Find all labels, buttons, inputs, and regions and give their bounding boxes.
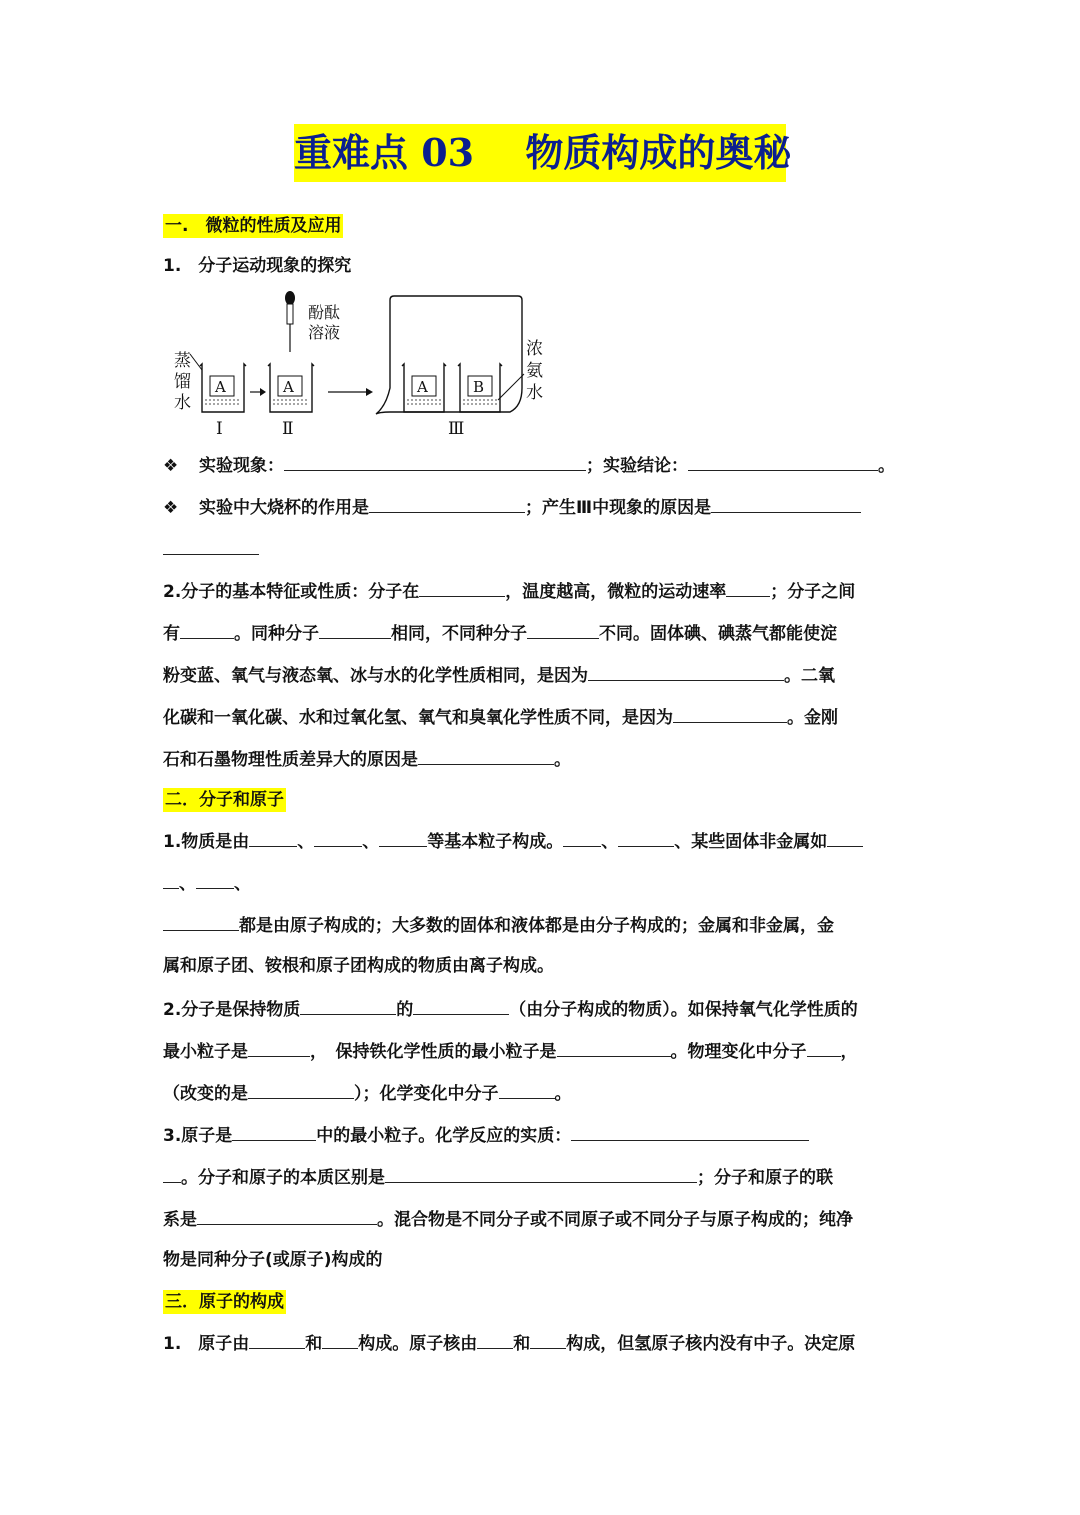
- s3-blank-3[interactable]: [477, 1330, 513, 1349]
- s2-text-1f: 、某些固体非金属如: [674, 832, 828, 852]
- q1-end-mark: 。: [878, 456, 895, 476]
- q1-phenomenon-blank[interactable]: [284, 452, 586, 471]
- s3-text-1a: 1. 原子由: [163, 1334, 250, 1354]
- q2-text-1b: ，温度越高，微粒的运动速率: [505, 582, 727, 602]
- s2-text-8b: 中的最小粒子。化学反应的实质：: [316, 1126, 572, 1146]
- s2-blank-3[interactable]: [379, 828, 427, 847]
- q2-text-2a: 有: [163, 624, 180, 644]
- s2-text-6c: 。物理变化中分子: [670, 1042, 807, 1062]
- q1-reason-label: ；产生Ⅲ中现象的原因是: [525, 498, 712, 518]
- beaker-3a: [402, 364, 446, 412]
- s3-text-1d: 和: [513, 1334, 531, 1354]
- s2-text-3a: 都是由原子构成的；大多数的固体和液体都是由分子构成的；金属和非金属，金: [239, 916, 834, 936]
- q2-blank-4[interactable]: [319, 620, 391, 639]
- bullet-line-1: [163, 452, 895, 478]
- q2-text-4a: 化碳和一氧化碳、水和过氧化氢、氧气和臭氧化学性质不同，是因为: [163, 708, 673, 728]
- beaker-3a-label: A: [417, 378, 428, 396]
- roman-1-label: Ⅰ: [216, 419, 223, 439]
- s2-line-2: [163, 870, 251, 896]
- s2-blank-8[interactable]: [163, 912, 239, 931]
- q2-blank-7[interactable]: [673, 704, 787, 723]
- s3-blank-1[interactable]: [249, 1330, 305, 1349]
- q2-text-3a: 粉变蓝、氧气与液态氧、冰与水的化学性质相同，是因为: [163, 666, 588, 686]
- q2-blank-8[interactable]: [418, 746, 554, 765]
- section-1-label: 一. 微粒的性质及应用: [165, 216, 342, 236]
- s2-line-1: [163, 828, 863, 854]
- q2-blank-1[interactable]: [419, 578, 505, 597]
- s2-blank-15[interactable]: [499, 1080, 555, 1099]
- q2-text-3b: 。二氧: [784, 666, 835, 686]
- s2-text-2a: 、: [179, 874, 196, 894]
- s3-blank-4[interactable]: [530, 1330, 566, 1349]
- s2-text-7a: （改变的是: [163, 1084, 248, 1104]
- s2-blank-6[interactable]: [827, 828, 863, 847]
- beaker-2-label: A: [283, 378, 294, 396]
- s2-text-7c: 。: [554, 1084, 572, 1104]
- q2-blank-2[interactable]: [726, 578, 770, 597]
- q2-text-1c: ；分子之间: [770, 582, 856, 602]
- s2-line-11: 物是同种分子(或原子)构成的: [163, 1250, 383, 1270]
- ammonia-char-3: 水: [526, 383, 543, 403]
- s2-text-1a: 1.物质是由: [163, 832, 250, 852]
- s2-text-1c: 、: [362, 832, 380, 852]
- phenol-line-2: 溶液: [308, 323, 341, 342]
- q1-reason-blank[interactable]: [711, 494, 861, 513]
- q1-conclusion-label: ；实验结论：: [586, 456, 688, 476]
- s2-blank-7[interactable]: [196, 870, 234, 889]
- q1-conclusion-blank[interactable]: [688, 452, 878, 471]
- q1-reason-blank-cont[interactable]: [163, 536, 259, 555]
- s2-blank-4[interactable]: [563, 828, 601, 847]
- s2-blank-13[interactable]: [807, 1038, 841, 1057]
- s2-blank-16[interactable]: [232, 1122, 316, 1141]
- s2-text-9a: 。分子和原子的本质区别是: [181, 1168, 385, 1188]
- beaker-2: [268, 364, 314, 412]
- s2-line-3: [163, 912, 834, 938]
- bullet-line-2: [163, 494, 861, 520]
- q2-blank-6[interactable]: [588, 662, 784, 681]
- s2-blank-1[interactable]: [249, 828, 297, 847]
- q2-text-2b: 。同种分子: [234, 624, 319, 644]
- q2-blank-5[interactable]: [527, 620, 599, 639]
- s2-text-7b: ）；化学变化中分子: [354, 1084, 499, 1104]
- section-3-label: 三．原子的构成: [165, 1292, 284, 1312]
- distilled-water-char-3: 水: [174, 393, 191, 413]
- s2-blank-6-cont[interactable]: [163, 870, 179, 889]
- section-heading-3: [163, 1290, 286, 1314]
- distilled-water-char-2: 馏: [174, 372, 191, 392]
- s2-line-8: [163, 1122, 809, 1148]
- q1-phenomenon-label: 实验现象：: [199, 456, 284, 476]
- beaker-3b: [458, 364, 502, 412]
- beaker-3b-label: B: [473, 378, 485, 396]
- q2-text-2d: 不同。固体碘、碘蒸气都能使淀: [599, 624, 837, 644]
- q2-text-1a: 2.分子的基本特征或性质：分子在: [163, 582, 420, 602]
- s2-text-8a: 3.原子是: [163, 1126, 233, 1146]
- bullet-line-2-cont: [163, 536, 259, 562]
- s2-blank-14[interactable]: [248, 1080, 354, 1099]
- distilled-water-char-1: 蒸: [174, 351, 191, 371]
- s2-text-6a: 最小粒子是: [163, 1042, 248, 1062]
- s2-line-9: [163, 1164, 833, 1190]
- s3-blank-2[interactable]: [322, 1330, 358, 1349]
- s2-line-5: [163, 996, 858, 1022]
- s2-blank-11[interactable]: [248, 1038, 310, 1057]
- distilled-water-label: [174, 351, 191, 413]
- dropper-icon: [285, 291, 295, 352]
- s2-text-1b: 、: [297, 832, 315, 852]
- s2-blank-17[interactable]: [571, 1122, 809, 1141]
- s2-line-4: 属和原子团、铵根和原子团构成的物质由离子构成。: [163, 956, 554, 976]
- s3-text-1b: 和: [305, 1334, 323, 1354]
- q2-line-2: [163, 620, 837, 646]
- s2-blank-2[interactable]: [314, 828, 362, 847]
- q2-line-1: [163, 578, 855, 604]
- s2-blank-9[interactable]: [300, 996, 396, 1015]
- beaker-1: [200, 364, 246, 412]
- q2-text-2c: 相同，不同种分子: [391, 624, 527, 644]
- s2-line-7: [163, 1080, 572, 1106]
- q2-line-3: [163, 662, 835, 688]
- q2-line-5: [163, 746, 571, 772]
- ammonia-char-1: 浓: [526, 339, 543, 359]
- phenol-line-1: 酚酞: [308, 303, 341, 322]
- ammonia-label: [526, 339, 543, 403]
- s2-text-2b: 、: [234, 874, 251, 894]
- section-heading-1: [163, 214, 343, 238]
- s3-text-1c: 构成。原子核由: [358, 1334, 478, 1354]
- s2-blank-5[interactable]: [618, 828, 674, 847]
- q1-beaker-blank[interactable]: [369, 494, 525, 513]
- question-1-title: 1. 分子运动现象的探究: [163, 256, 352, 276]
- q1-beaker-label: 实验中大烧杯的作用是: [199, 498, 369, 518]
- q2-text-5a: 石和石墨物理性质差异大的原因是: [163, 750, 418, 770]
- s2-blank-19[interactable]: [197, 1206, 377, 1225]
- s2-text-1e: 、: [601, 832, 619, 852]
- s3-line-1: [163, 1330, 855, 1356]
- ammonia-char-2: 氨: [526, 361, 543, 381]
- roman-3-label: Ⅲ: [448, 419, 465, 439]
- s2-line-10: [163, 1206, 853, 1232]
- s2-blank-12[interactable]: [557, 1038, 671, 1057]
- s2-text-10a: 系是: [163, 1210, 197, 1230]
- page-title: 重难点 03 物质构成的奥秘: [294, 124, 786, 182]
- s2-line-6: [163, 1038, 858, 1064]
- section-2-label: 二．分子和原子: [165, 790, 284, 810]
- s2-text-9b: ；分子和原子的联: [697, 1168, 833, 1188]
- s2-blank-17-cont[interactable]: [163, 1164, 181, 1183]
- phenolphthalein-label: [308, 303, 340, 342]
- s3-text-1e: 构成，但氢原子核内没有中子。决定原: [566, 1334, 856, 1354]
- s2-text-6d: ，: [840, 1042, 858, 1062]
- s2-text-5c: （由分子构成的物质）。如保持氧气化学性质的: [509, 1000, 858, 1020]
- q2-line-4: [163, 704, 838, 730]
- q2-text-5b: 。: [554, 750, 571, 770]
- section-heading-2: [163, 788, 286, 812]
- s2-blank-10[interactable]: [413, 996, 509, 1015]
- diamond-bullet-icon: ❖: [163, 498, 179, 518]
- q2-blank-3[interactable]: [180, 620, 234, 639]
- diamond-bullet-icon: ❖: [163, 456, 179, 476]
- s2-text-5b: 的: [396, 1000, 414, 1020]
- s2-text-5a: 2.分子是保持物质: [163, 1000, 301, 1020]
- beaker-1-label: A: [215, 378, 226, 396]
- s2-text-6b: ， 保持铁化学性质的最小粒子是: [310, 1042, 557, 1062]
- roman-2-label: Ⅱ: [282, 419, 294, 439]
- s2-text-1d: 等基本粒子构成。: [427, 832, 564, 852]
- molecule-motion-diagram: [170, 288, 550, 440]
- s2-blank-18[interactable]: [385, 1164, 697, 1183]
- q2-text-4b: 。金刚: [787, 708, 838, 728]
- s2-text-10b: 。混合物是不同分子或不同原子或不同分子与原子构成的；纯净: [377, 1210, 853, 1230]
